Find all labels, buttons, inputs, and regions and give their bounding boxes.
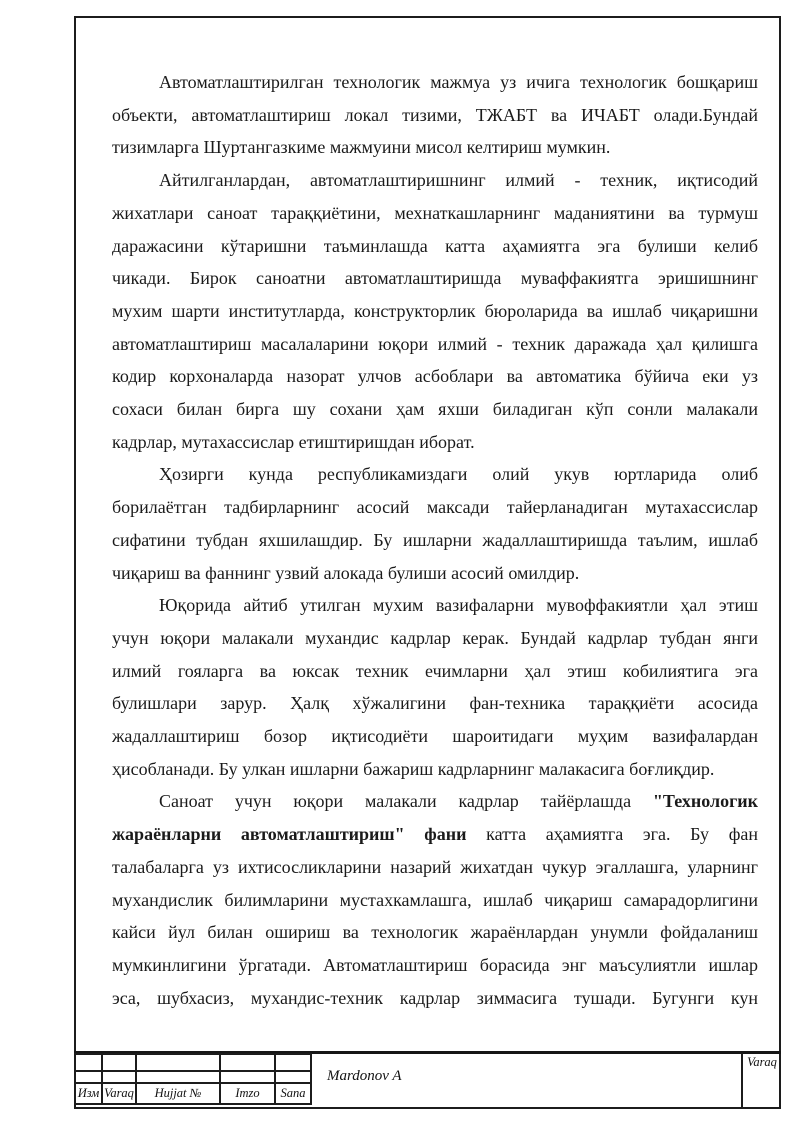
- stamp-empty-cell: [275, 1054, 311, 1071]
- text-line: [112, 393, 758, 426]
- text-line: [112, 916, 758, 949]
- text-line: [112, 720, 758, 753]
- body-text: [112, 66, 758, 1014]
- bold-text-segment: жараёнларни автоматлаштириш" фани: [112, 824, 467, 845]
- text-segment: мумкинлигини ўргатади. Автоматлаштириш борасида энг маъсулиятли ишлар: [112, 954, 758, 975]
- text-segment: чикади. Бирок саноатни автоматлаштиришда муваффакиятга эришишнинг: [112, 268, 758, 289]
- text-line: [112, 557, 758, 590]
- footer-stamp-table: [74, 1053, 312, 1105]
- text-segment: жихатлари саноат тараққиётини, мехнаткашларнинг маданиятини ва турмуш: [112, 202, 758, 223]
- text-segment: сохаси билан бирга шу сохани ҳам яхши биладиган кўп сонли малакали: [112, 399, 758, 420]
- text-line: [112, 66, 758, 99]
- text-line: [112, 197, 758, 230]
- text-segment: илмий гояларга ва юксак техник ечимларни ҳал этиш кобилиятига эга: [112, 660, 758, 681]
- author-name: Mardonov A: [327, 1068, 402, 1084]
- text-segment: борилаётган тадбирларнинг асосий максади тайерланадиган мутахассислар: [112, 497, 758, 518]
- text-segment: сифатини тубдан яхшилашдир. Бу ишларни жадаллаштиришда таълим, ишлаб: [112, 529, 758, 550]
- text-segment: булишлари зарур. Ҳалқ хўжалигини фан-техника тараққиёти асосида: [112, 693, 758, 714]
- text-segment: тизимларга Шуртангазкиме мажмуини мисол келтириш мумкин.: [112, 137, 611, 158]
- stamp-empty-cell: [75, 1071, 102, 1083]
- varaq-label: Varaq: [747, 1055, 777, 1069]
- text-segment: мухим шарти институтларда, конструкторлик бюроларида ва ишлаб чиқаришни: [112, 300, 758, 321]
- text-line: [112, 753, 758, 786]
- stamp-empty-row: [75, 1071, 311, 1083]
- text-line: [112, 295, 758, 328]
- stamp-empty-cell: [102, 1071, 136, 1083]
- text-line: [112, 99, 758, 132]
- text-segment: ҳисобланади. Бу улкан ишларни бажариш кадрларнинг малакасига боғлиқдир.: [112, 758, 715, 779]
- text-line: [112, 785, 758, 818]
- stamp-empty-row: [75, 1054, 311, 1071]
- text-segment: даражасини кўтаришни таъминлашда катта аҳамиятга эга булиши келиб: [112, 235, 758, 256]
- text-line: [112, 884, 758, 917]
- text-line: [112, 164, 758, 197]
- text-segment: эса, шубхасиз, мухандис-техник кадрлар зиммасига тушади. Бугунги кун: [112, 987, 758, 1008]
- text-line: [112, 949, 758, 982]
- stamp-col-varaq: Varaq: [102, 1083, 136, 1104]
- text-segment: объекти, автоматлаштириш локал тизими, ТЖАБТ ва ИЧАБТ олади.Бундай: [112, 104, 758, 125]
- text-line: [112, 262, 758, 295]
- text-segment: катта аҳамиятга эга. Бу фан: [466, 824, 758, 845]
- text-line: [112, 491, 758, 524]
- text-segment: автоматлаштириш масалаларини юқори илмий - техник даражада ҳал қилишга: [112, 333, 758, 354]
- text-line: [112, 655, 758, 688]
- text-segment: жадаллаштириш бозор иқтисодиёти шароитидаги муҳим вазифалардан: [112, 726, 758, 747]
- text-segment: талабаларга уз ихтисосликларини назарий жихатдан чукур эгаллашга, уларнинг: [112, 856, 758, 877]
- text-segment: мухандислик билимларини мустахкамлашга, ишлаб чиқариш самарадорлигини: [112, 889, 758, 910]
- stamp-empty-cell: [136, 1071, 220, 1083]
- stamp-empty-cell: [75, 1054, 102, 1071]
- text-line: [112, 360, 758, 393]
- text-line: [112, 426, 758, 459]
- text-segment: Айтилганлардан, автоматлаштиришнинг илмий - техник, иқтисодий: [159, 170, 758, 191]
- stamp-empty-cell: [220, 1071, 275, 1083]
- text-segment: кайси йул билан ошириш ва технологик жараёнлардан унумли фойдаланиш: [112, 922, 758, 943]
- stamp-col-sana: Sana: [275, 1083, 311, 1104]
- text-line: [112, 982, 758, 1015]
- text-line: [112, 589, 758, 622]
- text-line: [112, 851, 758, 884]
- text-segment: учун юқори малакали мухандис кадрлар керак. Бундай кадрлар тубдан янги: [112, 627, 758, 648]
- text-line: [112, 328, 758, 361]
- text-segment: Саноат учун юқори малакали кадрлар тайёрлашда: [159, 791, 653, 812]
- stamp-col-hujjat: Hujjat №: [136, 1083, 220, 1104]
- text-segment: Юқорида айтиб утилган мухим вазифаларни мувоффакиятли ҳал этиш: [159, 595, 758, 616]
- text-segment: чиқариш ва фаннинг узвий алокада булиши асосий омилдир.: [112, 562, 580, 583]
- text-line: [112, 230, 758, 263]
- stamp-label-row: [75, 1083, 311, 1104]
- text-line: [112, 524, 758, 557]
- text-line: [112, 687, 758, 720]
- text-segment: кадрлар, мутахассислар етиштиришдан иборат.: [112, 431, 475, 452]
- stamp-empty-cell: [136, 1054, 220, 1071]
- text-line: [112, 622, 758, 655]
- bold-text-segment: "Технологик: [652, 791, 758, 812]
- text-segment: Ҳозирги кунда республикамиздаги олий укув юртларида олиб: [159, 464, 758, 485]
- text-line: [112, 131, 758, 164]
- stamp-col-izm: Изм: [75, 1083, 102, 1104]
- text-line: [112, 818, 758, 851]
- stamp-empty-cell: [220, 1054, 275, 1071]
- stamp-col-imzo: Imzo: [220, 1083, 275, 1104]
- text-segment: Автоматлаштирилган технологик мажмуа уз ичига технологик бошқариш: [159, 72, 758, 92]
- stamp-empty-cell: [102, 1054, 136, 1071]
- text-segment: кодир корхоналарда назорат улчов асбоблари ва автоматика бўйича еки уз: [112, 366, 758, 387]
- stamp-empty-cell: [275, 1071, 311, 1083]
- text-line: [112, 458, 758, 491]
